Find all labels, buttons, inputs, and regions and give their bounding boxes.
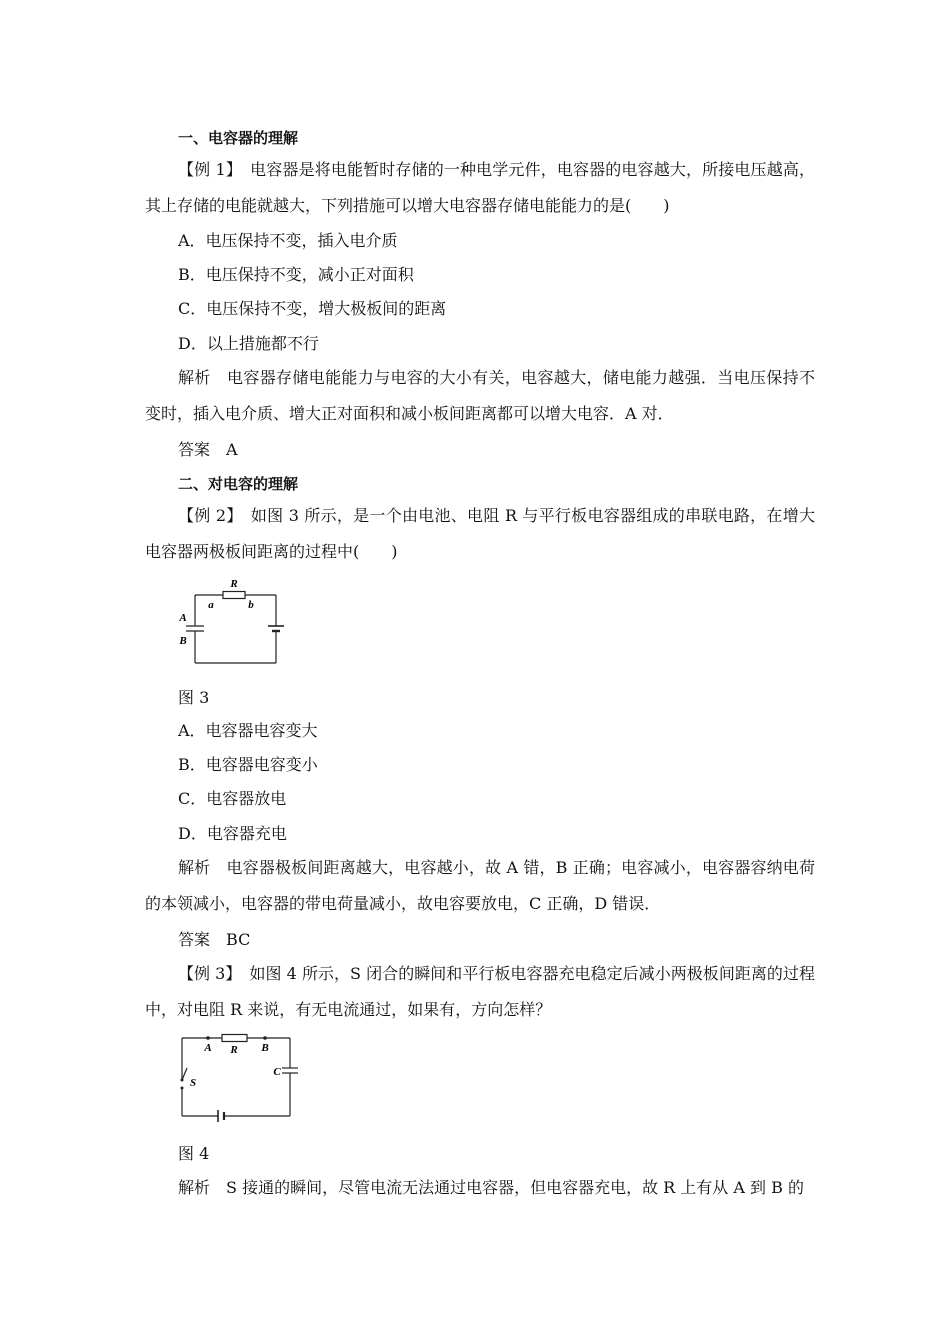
analysis-label: 解析 (178, 858, 211, 877)
fig3-label-a: a (208, 599, 214, 611)
figure-3-caption: 图 3 (178, 688, 210, 707)
example-1-answer (178, 440, 238, 460)
example-1-text: 电容器是将电能暂时存储的一种电学元件，电容器的电容越大，所接电压越高，其上存储的电能就越大，下列措施可以增大电容器存储电能能力的是( ) (145, 160, 815, 215)
example-2-option-d: D．电容器充电 (178, 824, 287, 843)
example-2-option-c: C．电容器放电 (178, 789, 287, 808)
figure-3-circuit (175, 574, 295, 670)
fig4-label-S: S (189, 1077, 197, 1089)
example-2-text: 如图 3 所示，是一个由电池、电阻 R 与平行板电容器组成的串联电路，在增大电容器两极板间距离的过程中( ) (145, 506, 815, 561)
fig3-label-B: B (179, 635, 187, 647)
section-heading-2: 二、对电容的理解 (178, 475, 299, 493)
section-heading-1: 一、电容器的理解 (178, 129, 299, 147)
example-2-label: 【例 2】 (178, 506, 235, 525)
fig3-label-R: R (230, 578, 238, 590)
fig4-label-C: C (273, 1066, 281, 1078)
example-1-option-b: B．电压保持不变，减小正对面积 (178, 265, 414, 284)
analysis-text: S 接通的瞬间，尽管电流无法通过电容器，但电容器充电，故 R 上有从 A 到 B 的 (226, 1178, 804, 1197)
example-2-option-b: B．电容器电容变小 (178, 755, 318, 774)
analysis-label: 解析 (178, 368, 211, 387)
example-3-stem (145, 956, 815, 1028)
example-1-stem (145, 152, 815, 224)
example-1-label: 【例 1】 (178, 160, 234, 179)
example-1-option-c: C．电压保持不变，增大极板间的距离 (178, 299, 447, 318)
example-2-option-a: A．电容器电容变大 (178, 721, 318, 740)
answer-label: 答案 (178, 440, 211, 459)
fig4-label-B: B (261, 1042, 269, 1054)
analysis-text: 电容器极板间距离越大，电容越小，故 A 错，B 正确；电容减小，电容器容纳电荷的本领减小，电容器的带电荷量减小，故电容要放电，C 正确，D 错误． (145, 858, 815, 913)
figure-4-circuit (172, 1028, 304, 1122)
answer-value: BC (226, 930, 251, 949)
example-3-text: 如图 4 所示，S 闭合的瞬间和平行板电容器充电稳定后减小两极板间距离的过程中，对电阻 R 来说，有无电流通过，如果有，方向怎样？ (145, 964, 815, 1019)
example-3-label: 【例 3】 (178, 964, 234, 983)
example-3-analysis (178, 1178, 804, 1198)
fig4-label-A: A (204, 1042, 212, 1054)
example-2-stem (145, 498, 815, 570)
fig3-label-A: A (179, 612, 187, 624)
example-2-analysis (145, 850, 815, 922)
example-2-answer (178, 930, 250, 950)
analysis-label: 解析 (178, 1178, 211, 1197)
answer-label: 答案 (178, 930, 211, 949)
fig3-label-b: b (248, 599, 254, 611)
analysis-text: 电容器存储电能能力与电容的大小有关，电容越大，储电能力越强．当电压保持不变时，插入电介质、增大正对面积和减小板间距离都可以增大电容．A 对． (145, 368, 815, 423)
fig4-label-R: R (230, 1044, 238, 1056)
answer-value: A (226, 440, 238, 459)
example-1-analysis (145, 360, 815, 432)
example-1-option-d: D．以上措施都不行 (178, 334, 319, 353)
example-1-option-a: A．电压保持不变，插入电介质 (178, 231, 398, 250)
figure-4-caption: 图 4 (178, 1144, 210, 1163)
